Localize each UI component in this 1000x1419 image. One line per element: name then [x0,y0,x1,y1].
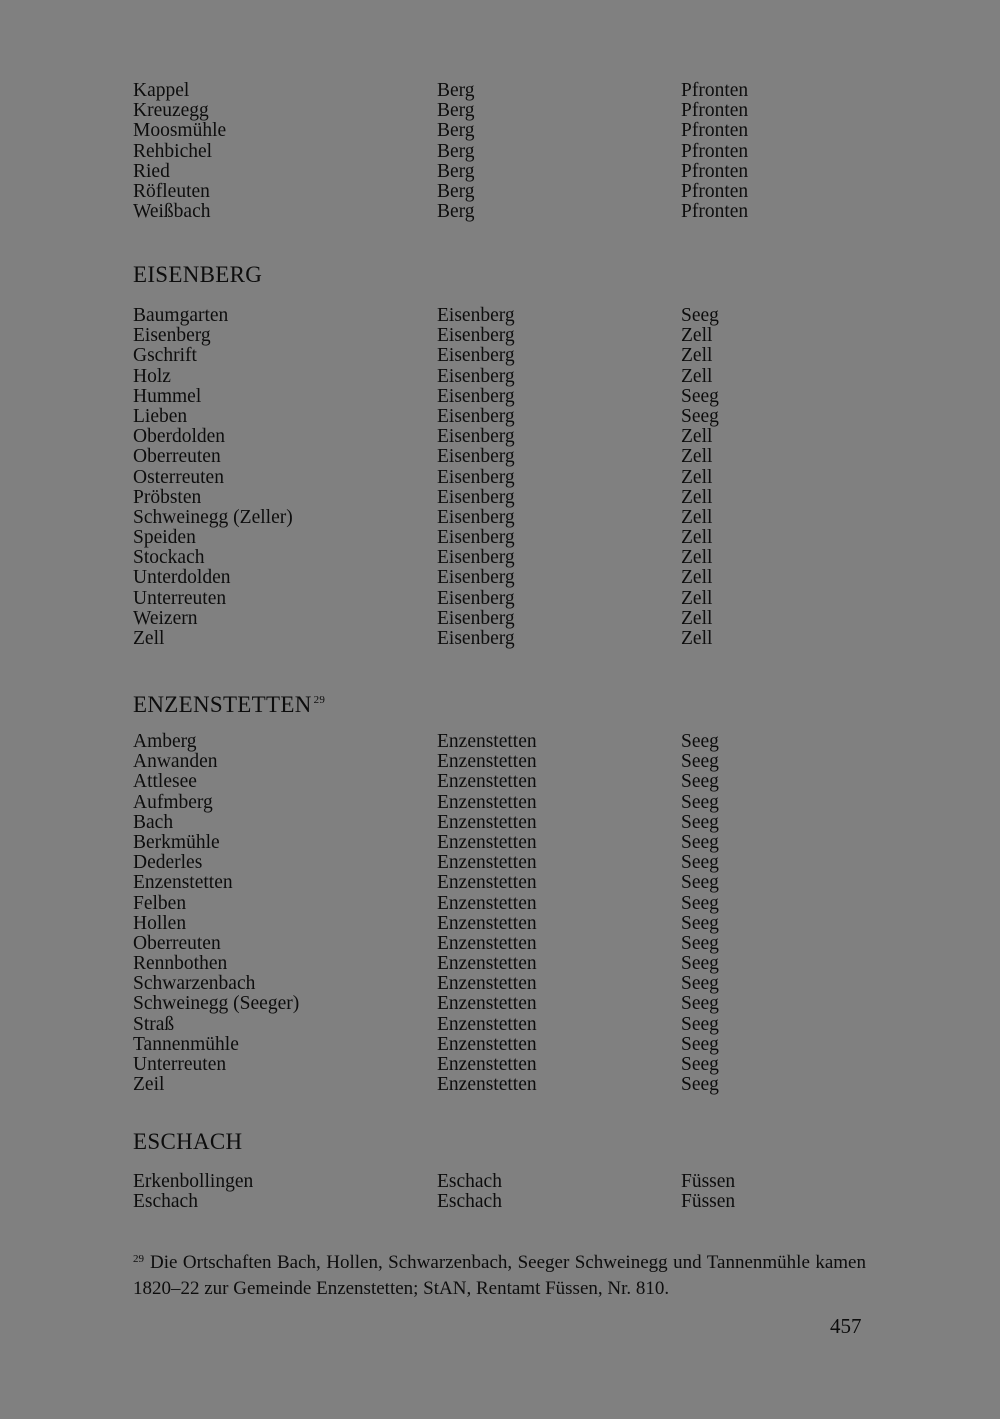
municipality: Eisenberg [437,405,515,427]
place-name: Hummel [133,385,202,407]
parish: Seeg [681,993,719,1015]
parish: Pfronten [681,160,749,182]
place-name: Kappel [133,80,190,101]
place-name: Röfleuten [133,180,210,202]
footnote [133,1246,866,1302]
parish: Zell [681,446,713,468]
section-berg-continued [133,81,773,222]
parish: Zell [681,325,713,347]
place-name: Attlesee [133,771,197,793]
place-name: Stockach [133,547,205,569]
table-row [133,346,773,366]
parish: Seeg [681,771,719,793]
municipality: Berg [437,100,475,122]
table-row [133,306,773,326]
place-name: Weizern [133,607,198,629]
municipality: Eisenberg [437,587,515,609]
municipality: Enzenstetten [437,993,537,1015]
municipality: Enzenstetten [437,811,537,833]
parish: Seeg [681,1013,719,1035]
place-name: Unterreuten [133,587,227,609]
place-name: Schweinegg (Zeller) [133,506,293,528]
place-name: Eisenberg [133,325,211,347]
municipality: Eisenberg [437,607,515,629]
page-number: 457 [830,1314,862,1338]
parish: Seeg [681,831,719,853]
parish: Pfronten [681,80,749,101]
municipality: Enzenstetten [437,953,537,975]
place-name: Erkenbollingen [133,1171,254,1192]
municipality: Enzenstetten [437,912,537,934]
table-row [133,1015,773,1035]
parish: Pfronten [681,100,749,122]
place-name: Dederles [133,852,203,874]
municipality: Eisenberg [437,345,515,367]
parish: Zell [681,547,713,569]
table-row [133,1172,773,1192]
parish: Pfronten [681,180,749,202]
municipality: Enzenstetten [437,872,537,894]
parish: Füssen [681,1171,736,1192]
parish: Zell [681,527,713,549]
section-heading-eschach: ESCHACH [133,1129,243,1154]
municipality: Eisenberg [437,527,515,549]
table-row [133,793,773,813]
table-row [133,1075,773,1095]
parish: Füssen [681,1191,736,1213]
place-name: Enzenstetten [133,872,233,894]
parish: Zell [681,567,713,589]
parish: Pfronten [681,201,749,223]
parish: Seeg [681,1074,719,1096]
municipality: Berg [437,120,475,142]
parish: Seeg [681,1054,719,1075]
place-name: Anwanden [133,751,218,773]
table-row [133,934,773,954]
parish: Seeg [681,385,719,407]
municipality: Eisenberg [437,466,515,488]
municipality: Enzenstetten [437,852,537,874]
parish: Seeg [681,872,719,894]
parish: Seeg [681,973,719,995]
table-row [133,427,773,447]
place-name: Oberdolden [133,426,226,448]
municipality: Enzenstetten [437,1074,537,1096]
parish: Seeg [681,731,719,752]
table-row [133,954,773,974]
parish: Zell [681,607,713,629]
municipality: Eisenberg [437,547,515,569]
municipality: Eisenberg [437,506,515,528]
municipality: Enzenstetten [437,973,537,995]
place-name: Felben [133,892,187,914]
table-row [133,202,773,222]
municipality: Eisenberg [437,567,515,589]
table-row [133,407,773,427]
table-row [133,1055,773,1075]
parish: Seeg [681,751,719,773]
parish: Seeg [681,892,719,914]
place-name: Zeil [133,1074,165,1096]
place-name: Schwarzenbach [133,973,256,995]
parish: Pfronten [681,140,749,162]
table-row [133,589,773,609]
municipality: Eisenberg [437,446,515,468]
parish: Zell [681,466,713,488]
place-name: Oberreuten [133,446,221,468]
table-row [133,1192,773,1212]
municipality: Enzenstetten [437,932,537,954]
parish: Pfronten [681,120,749,142]
place-name: Unterreuten [133,1054,227,1075]
footnote-mark: 29 [133,1253,144,1265]
table-row [133,732,773,752]
table-row [133,914,773,934]
table-row [133,752,773,772]
municipality: Enzenstetten [437,791,537,813]
table-row [133,387,773,407]
table-row [133,548,773,568]
table-row [133,182,773,202]
place-name: Osterreuten [133,466,224,488]
parish: Seeg [681,912,719,934]
parish: Seeg [681,932,719,954]
place-name: Tannenmühle [133,1033,239,1055]
place-name: Bach [133,811,174,833]
table-row [133,447,773,467]
place-name: Schweinegg (Seeger) [133,993,300,1015]
table-row [133,142,773,162]
place-name: Lieben [133,405,188,427]
table-row [133,488,773,508]
table-row [133,833,773,853]
municipality: Enzenstetten [437,731,537,752]
place-name: Gschrift [133,345,197,367]
table-row [133,468,773,488]
table-row [133,772,773,792]
municipality: Berg [437,201,475,223]
place-name: Weißbach [133,201,211,223]
municipality: Eisenberg [437,426,515,448]
table-row [133,629,773,649]
municipality: Berg [437,80,475,101]
footnote-text: Die Ortschaften Bach, Hollen, Schwarzenbach, Seeger Schweinegg und Tannenmühle kamen 1820–22 zur Gemeinde Enzenstetten; StAN, Rentamt Füssen, Nr. 810. [133,1252,866,1299]
table-row [133,894,773,914]
parish: Zell [681,345,713,367]
table-row [133,568,773,588]
table-row [133,853,773,873]
parish: Seeg [681,305,719,326]
table-row [133,994,773,1014]
table-row [133,873,773,893]
municipality: Eisenberg [437,385,515,407]
place-name: Hollen [133,912,187,934]
place-name: Oberreuten [133,932,221,954]
municipality: Enzenstetten [437,771,537,793]
municipality: Eisenberg [437,365,515,387]
table-row [133,609,773,629]
parish: Zell [681,587,713,609]
table-row [133,121,773,141]
table-row [133,1035,773,1055]
municipality: Eisenberg [437,325,515,347]
municipality: Eschach [437,1191,502,1213]
place-name: Kreuzegg [133,100,209,122]
place-name: Unterdolden [133,567,231,589]
place-name: Holz [133,365,171,387]
section-eisenberg [133,306,773,649]
place-name: Zell [133,628,165,649]
table-row [133,162,773,182]
place-name: Ried [133,160,170,182]
parish: Seeg [681,1033,719,1055]
place-name: Moosmühle [133,120,227,142]
table-row [133,81,773,101]
municipality: Eisenberg [437,305,515,326]
place-name: Rehbichel [133,140,213,162]
parish: Seeg [681,791,719,813]
table-row [133,508,773,528]
municipality: Eisenberg [437,628,515,649]
place-name: Speiden [133,527,196,549]
municipality: Berg [437,180,475,202]
place-name: Aufmberg [133,791,213,813]
parish: Zell [681,628,713,649]
table-row [133,528,773,548]
section-eschach [133,1172,773,1212]
place-name: Berkmühle [133,831,220,853]
parish: Seeg [681,953,719,975]
parish: Zell [681,365,713,387]
table-row [133,974,773,994]
parish: Zell [681,486,713,508]
place-name: Baumgarten [133,305,229,326]
municipality: Enzenstetten [437,1013,537,1035]
municipality: Enzenstetten [437,892,537,914]
municipality: Enzenstetten [437,831,537,853]
parish: Zell [681,506,713,528]
place-name: Eschach [133,1191,198,1213]
parish: Zell [681,426,713,448]
table-row [133,326,773,346]
heading-text: ENZENSTETTEN [133,692,312,717]
municipality: Eisenberg [437,486,515,508]
table-row [133,813,773,833]
section-heading-eisenberg: EISENBERG [133,262,263,287]
parish: Seeg [681,852,719,874]
footnote-reference: 29 [313,694,326,706]
parish: Seeg [681,811,719,833]
municipality: Enzenstetten [437,1054,537,1075]
place-name: Straß [133,1013,175,1035]
table-row [133,367,773,387]
place-name: Rennbothen [133,953,228,975]
section-enzenstetten [133,732,773,1095]
municipality: Berg [437,140,475,162]
parish: Seeg [681,405,719,427]
section-heading-enzenstetten [133,690,325,715]
municipality: Enzenstetten [437,1033,537,1055]
place-name: Pröbsten [133,486,202,508]
municipality: Berg [437,160,475,182]
table-row [133,101,773,121]
place-name: Amberg [133,731,197,752]
municipality: Eschach [437,1171,502,1192]
municipality: Enzenstetten [437,751,537,773]
